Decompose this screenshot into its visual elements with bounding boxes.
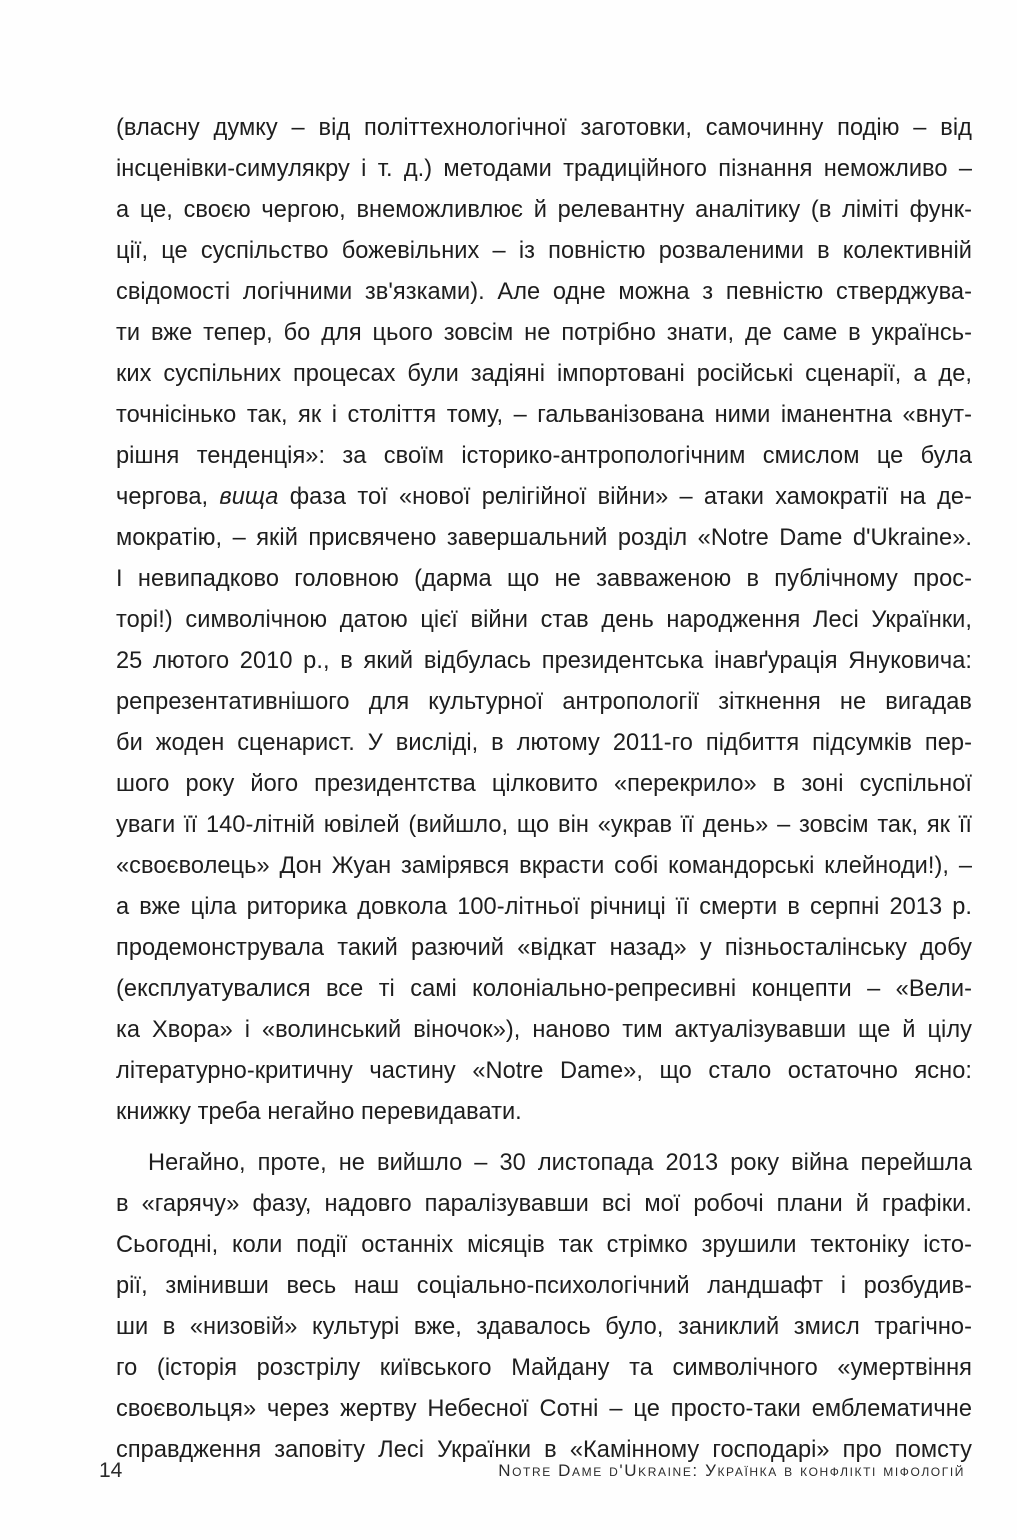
text-fragment: фаза тої «нової релігійної війни» – атаки хамократії на де- xyxy=(278,484,972,510)
page-footer xyxy=(0,1456,1017,1486)
text-line: рішня тенденція»: за своїм історико-антропологічним смислом це була xyxy=(116,443,972,469)
text-line: літературно-критичну частину «Notre Dame», що стало остаточно ясно: xyxy=(116,1058,972,1084)
text-line: ких суспільних процесах були задіяні імпортовані російські сценарії, а де, xyxy=(116,361,972,387)
text-line: го (історія розстрілу київського Майдану та символічного «умертвіння xyxy=(116,1355,972,1381)
text-line: а це, своєю чергою, внеможливлює й релевантну аналітику (в ліміті функ- xyxy=(116,197,972,223)
text-line: своєвольця» через жертву Небесної Сотні – це просто-таки емблематичне xyxy=(116,1396,972,1422)
text-line: би жоден сценарист. У висліді, в лютому 2011-го підбиття підсумків пер- xyxy=(116,730,972,756)
text-line: точнісінько так, як і століття тому, – гальванізована ними іманентна «внут- xyxy=(116,402,972,428)
text-line: ції, це суспільство божевільних – із повністю розваленими в колективній xyxy=(116,238,972,264)
text-line: мократію, – якій присвячено завершальний розділ «Notre Dame d'Ukraine». xyxy=(116,525,972,551)
text-line: Негайно, проте, не вийшло – 30 листопада 2013 року війна перейшла xyxy=(148,1150,972,1176)
text-line: «своєволець» Дон Жуан замірявся вкрасти собі командорські клейноди!), – xyxy=(116,853,972,879)
text-line-with-italic xyxy=(116,477,972,518)
text-line: уваги її 140-літній ювілей (вийшло, що він «украв її день» – зовсім так, як її xyxy=(116,812,972,838)
text-line: книжку треба негайно перевидавати. xyxy=(116,1099,522,1125)
text-line: справдження заповіту Лесі Українки в «Камінному господарі» про помсту xyxy=(116,1437,972,1463)
text-line: Сьогодні, коли події останніх місяців так стрімко зрушили тектоніку істо- xyxy=(116,1232,972,1258)
text-line: репрезентативнішого для культурної антропології зіткнення не вигадав xyxy=(116,689,972,715)
text-line: 25 лютого 2010 р., в який відбулась президентська інавґурація Януковича: xyxy=(116,648,972,674)
running-head: Notre Dame d'Ukraine: Українка в конфлікті міфологій xyxy=(498,1461,965,1480)
body-text xyxy=(116,108,972,1471)
text-line: ти вже тепер, бо для цього зовсім не потрібно знати, де саме в українсь- xyxy=(116,320,972,346)
text-line: в «гарячу» фазу, надовго паралізувавши всі мої робочі плани й графіки. xyxy=(116,1191,972,1217)
text-line: ши в «низовій» культурі вже, здавалось було, заниклий змисл трагічно- xyxy=(116,1314,972,1340)
text-line: шого року його президентства цілковито «перекрило» в зоні суспільної xyxy=(116,771,972,797)
paragraph-gap xyxy=(116,1133,972,1143)
text-line: торі!) символічною датою цієї війни став день народження Лесі Українки, xyxy=(116,607,972,633)
text-fragment: чергова, xyxy=(116,484,220,510)
text-line: ка Хвора» і «волинський віночок»), наново тим актуалізувавши ще й цілу xyxy=(116,1017,972,1043)
text-line: інсценівки-симулякру і т. д.) методами традиційного пізнання неможливо – xyxy=(116,156,972,182)
text-line: свідомості логічними зв'язками). Але одне можна з певністю стверджува- xyxy=(116,279,972,305)
page-number: 14 xyxy=(99,1459,123,1482)
text-line: продемонструвала такий разючий «відкат назад» у пізньосталінську добу xyxy=(116,935,972,961)
text-line: (експлуатувалися все ті самі колоніально-репресивні концепти – «Вели- xyxy=(116,976,972,1002)
text-line: рії, змінивши весь наш соціально-психологічний ландшафт і розбудив- xyxy=(116,1273,972,1299)
text-line: (власну думку – від політтехнологічної заготовки, самочинну подію – від xyxy=(116,115,972,141)
italic-word: вища xyxy=(219,484,279,510)
text-line: І невипадково головною (дарма що не завваженою в публічному прос- xyxy=(116,566,972,592)
text-line: а вже ціла риторика довкола 100-літньої річниці її смерти в серпні 2013 р. xyxy=(116,894,972,920)
